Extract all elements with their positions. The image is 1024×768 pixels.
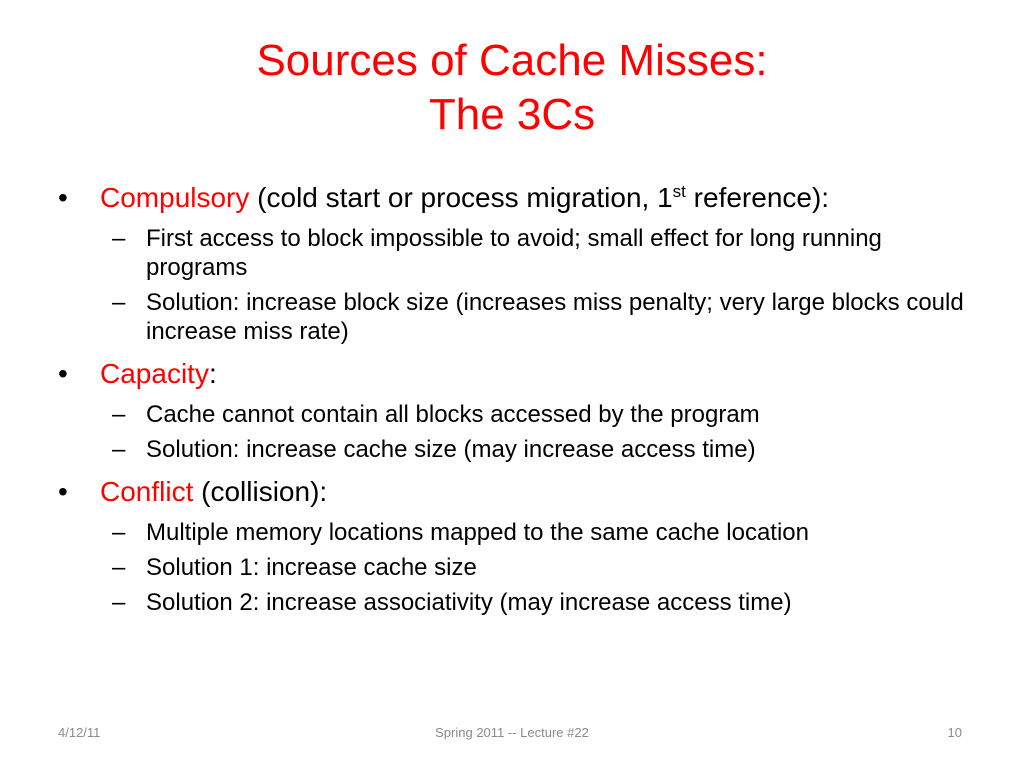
dash-icon: –	[112, 401, 126, 428]
bullet-group-compulsory	[58, 178, 978, 346]
bullet-compulsory	[58, 178, 978, 218]
bullet-term: Conflict	[100, 476, 194, 507]
bullet-group-conflict	[58, 472, 978, 617]
dash-icon: –	[112, 554, 126, 581]
footer-page-number: 10	[947, 725, 962, 740]
sub-bullet-text: Cache cannot contain all blocks accessed by the program	[146, 401, 760, 428]
sub-bullet-text: Solution 1: increase cache size	[146, 554, 477, 581]
sub-bullet-text: First access to block impossible to avoid; small effect for long running programs	[146, 225, 882, 281]
slide-title	[0, 34, 1024, 142]
bullet-term: Capacity	[100, 358, 209, 389]
bullet-dot-icon: •	[58, 182, 68, 213]
sub-bullet	[58, 288, 978, 346]
sub-bullet-text: Multiple memory locations mapped to the same cache location	[146, 519, 809, 546]
footer-date: 4/12/11	[58, 725, 101, 740]
sub-bullet-text: Solution 2: increase associativity (may increase access time)	[146, 589, 792, 616]
bullet-text-end: reference):	[685, 182, 830, 213]
sub-bullet	[58, 518, 978, 547]
sub-bullet-text: Solution: increase cache size (may increase access time)	[146, 436, 756, 463]
bullet-group-capacity	[58, 354, 978, 464]
dash-icon: –	[112, 589, 126, 616]
bullet-conflict	[58, 472, 978, 512]
bullet-text: :	[208, 358, 217, 389]
title-line-2: The 3Cs	[428, 90, 596, 139]
sub-bullet	[58, 553, 978, 582]
bullet-superscript: st	[672, 182, 686, 201]
dash-icon: –	[112, 436, 126, 463]
slide-content	[58, 178, 978, 621]
sub-bullet	[58, 400, 978, 429]
sub-bullet	[58, 224, 978, 282]
footer-course: Spring 2011 -- Lecture #22	[435, 725, 589, 740]
bullet-dot-icon: •	[58, 476, 68, 507]
bullet-text: (cold start or process migration, 1	[249, 182, 673, 213]
dash-icon: –	[112, 289, 126, 316]
dash-icon: –	[112, 225, 126, 252]
sub-bullet	[58, 435, 978, 464]
sub-bullet-text: Solution: increase block size (increases miss penalty; very large blocks could increase miss rate)	[146, 289, 964, 345]
bullet-dot-icon: •	[58, 358, 68, 389]
dash-icon: –	[112, 519, 126, 546]
title-line-1: Sources of Cache Misses:	[256, 36, 768, 85]
bullet-term: Compulsory	[100, 182, 250, 213]
bullet-capacity	[58, 354, 978, 394]
bullet-text: (collision):	[193, 476, 328, 507]
sub-bullet	[58, 588, 978, 617]
